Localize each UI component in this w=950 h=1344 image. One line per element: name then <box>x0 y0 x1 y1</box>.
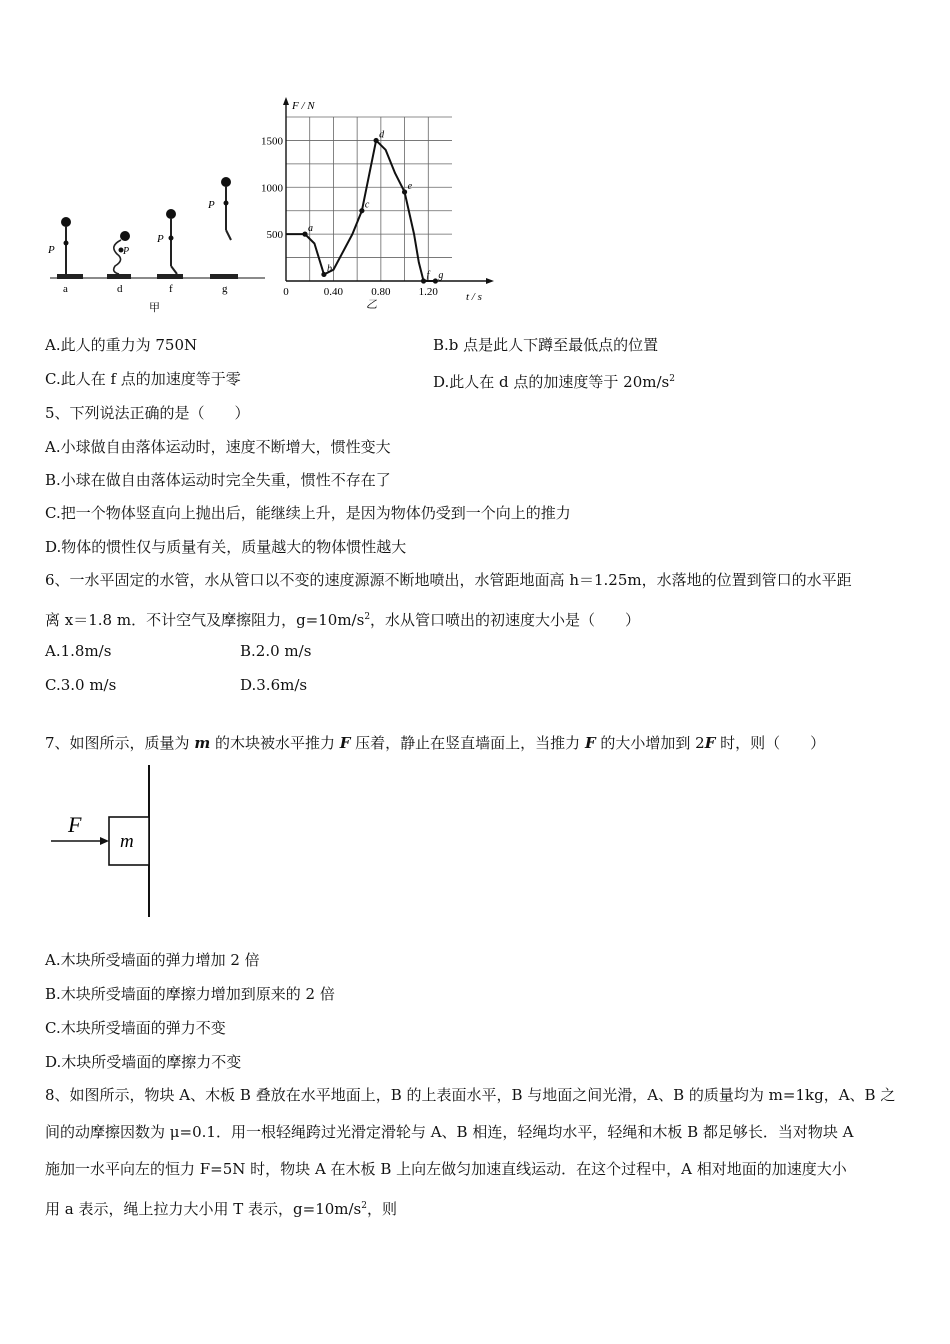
q8-stem-line4: 用 a 表示，绳上拉力大小用 T 表示，$g=10m/s^2$，则 <box>45 1200 398 1218</box>
data-point-label: a <box>307 223 313 235</box>
q7-option-b: B.木块所受墙面的摩擦力增加到原来的 2 倍 <box>45 985 335 1003</box>
data-point-label: f <box>426 270 430 281</box>
q5-stem: 5、下列说法正确的是（ ） <box>45 404 250 422</box>
q8-stem-line2: 间的动摩擦因数为 μ=0.1．用一根轻绳跨过光滑定滑轮与 A、B 相连，轻绳均水平，轻绳和木板 B 都足够长．当对物块 A <box>45 1123 854 1141</box>
x-tick-label: 1.20 <box>418 286 438 298</box>
q7-option-a: A.木块所受墙面的弹力增加 2 倍 <box>45 951 260 969</box>
q8-stem-line3: 施加一水平向左的恒力 F=5N 时，物块 A 在木板 B 上向左做匀加速直线运动．在这个过程中，A 相对地面的加速度大小 <box>45 1160 847 1178</box>
q5-option-a: A.小球做自由落体运动时，速度不断增大，惯性变大 <box>45 438 391 456</box>
position-label: g <box>222 283 228 295</box>
jump-sequence-figure <box>45 170 270 315</box>
q6-option-c: C.3.0 m/s <box>45 676 117 694</box>
data-point <box>433 278 438 283</box>
q6-option-b: B.2.0 m/s <box>240 642 312 660</box>
data-point-label: d <box>379 129 385 141</box>
point-label-f: P <box>157 233 164 245</box>
point-label-g: P <box>208 199 215 211</box>
x-tick-label: 0.80 <box>371 286 391 298</box>
data-point <box>359 208 364 213</box>
q4-option-d: D.此人在 d 点的加速度等于 $20m/s^2$ <box>433 373 675 391</box>
q6-option-d: D.3.6m/s <box>240 676 308 694</box>
y-tick-label: 1500 <box>261 135 283 148</box>
q6-stem-line2: 离 x＝1.8 m．不计空气及摩擦阻力，$g=10m/s^2$，水从管口喷出的初速度大小是（ ） <box>45 611 641 629</box>
figure-caption-jia: 甲 <box>149 302 160 314</box>
q7-option-c: C.木块所受墙面的弹力不变 <box>45 1019 226 1037</box>
q8-stem-line1: 8、如图所示，物块 A、木板 B 叠放在水平地面上，B 的上表面水平，B 与地面之间光滑，A、B 的质量均为 m=1kg，A、B 之 <box>45 1086 896 1104</box>
point-label-d: P <box>123 246 130 257</box>
position-label: a <box>63 283 68 295</box>
data-point-label: c <box>364 199 370 211</box>
q5-option-c: C.把一个物体竖直向上抛出后，能继续上升，是因为物体仍受到一个向上的推力 <box>45 504 571 522</box>
data-point <box>374 138 379 143</box>
force-time-chart <box>248 95 498 315</box>
q4-option-c: C.此人在 f 点的加速度等于零 <box>45 370 241 388</box>
x-tick-label: 0.40 <box>323 286 344 298</box>
data-point <box>321 272 326 277</box>
q4-option-a: A.此人的重力为 750N <box>45 336 198 354</box>
position-label: f <box>169 283 173 295</box>
q7-stem: 7、如图所示，质量为 m 的木块被水平推力 F 压着，静止在竖直墙面上，当推力 F 的大小增加到 2F 时，则（ ） <box>45 734 826 752</box>
figure-caption-yi: 乙 <box>366 299 377 311</box>
q5-option-d: D.物体的惯性仅与质量有关，质量越大的物体惯性越大 <box>45 538 407 556</box>
y-tick-label: 1000 <box>261 182 283 195</box>
q7-option-d: D.木块所受墙面的摩擦力不变 <box>45 1053 242 1071</box>
force-label: F <box>68 812 82 837</box>
data-point <box>402 189 407 194</box>
q6-option-a: A.1.8m/s <box>45 642 112 660</box>
y-axis-arrow <box>283 97 289 105</box>
data-point-label: g <box>438 270 444 281</box>
q4-option-b: B.b 点是此人下蹲至最低点的位置 <box>433 336 659 354</box>
data-point <box>302 232 307 237</box>
block-wall-figure <box>45 760 160 922</box>
data-point-label: e <box>407 180 413 192</box>
point-label-a: P <box>48 244 55 256</box>
data-point-label: b <box>326 263 332 275</box>
y-tick-label: 500 <box>266 229 283 242</box>
position-label: d <box>117 283 123 295</box>
x-axis-arrow <box>486 278 494 284</box>
q5-option-b: B.小球在做自由落体运动时完全失重，惯性不存在了 <box>45 471 391 489</box>
x-axis-label: t / s <box>466 291 482 303</box>
mass-label: m <box>120 831 134 852</box>
q6-stem-line1: 6、一水平固定的水管，水从管口以不变的速度源源不断地喷出，水管距地面高 h＝1.25m，水落地的位置到管口的水平距 <box>45 571 852 589</box>
x-tick-label: 0 <box>283 286 289 298</box>
y-axis-label: F / N <box>292 100 315 112</box>
data-point <box>421 278 426 283</box>
